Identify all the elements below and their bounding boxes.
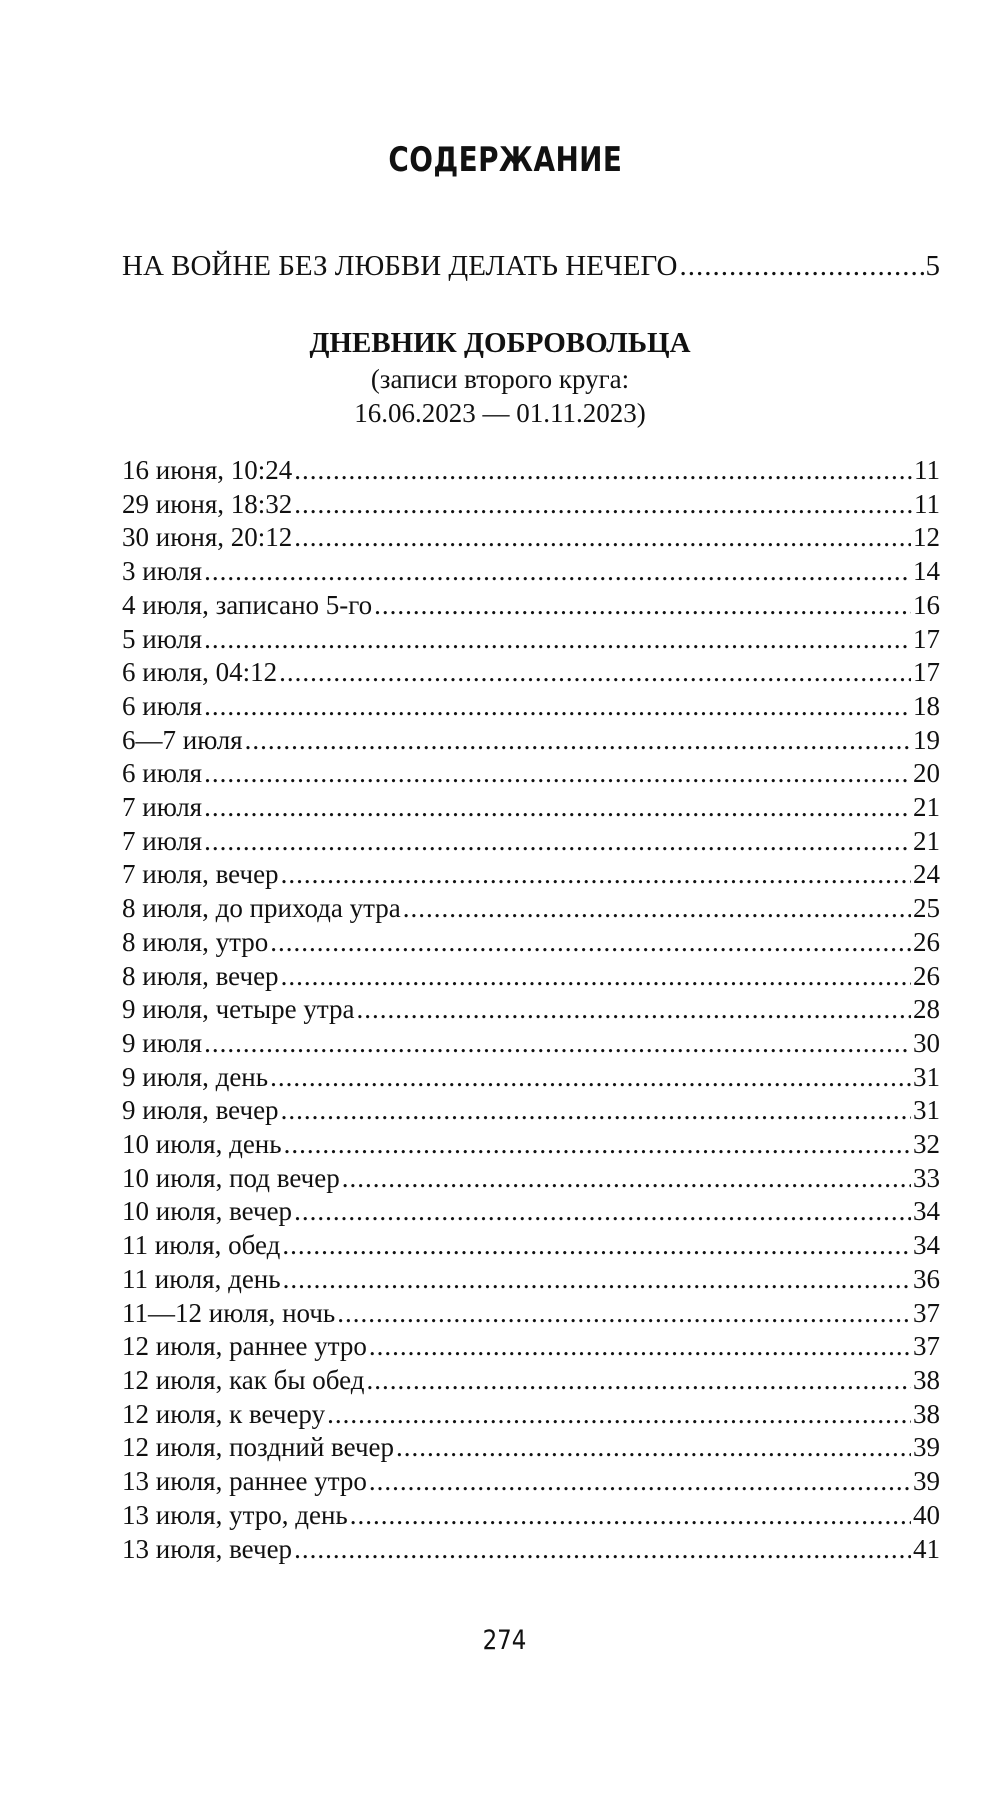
toc-entry-title: 13 июля, раннее утро <box>122 1466 367 1497</box>
toc-entry <box>122 1364 940 1398</box>
toc-entry-page: 37 <box>913 1331 940 1362</box>
toc-entry-page: 34 <box>913 1196 940 1227</box>
toc-entry-page: 14 <box>913 556 940 587</box>
toc-entry <box>122 1061 940 1095</box>
dot-leader <box>204 555 911 589</box>
toc-entry-page: 38 <box>913 1364 940 1395</box>
toc-entry-title: 9 июля, вечер <box>122 1095 279 1126</box>
toc-entry-page: 21 <box>913 792 940 823</box>
dot-leader <box>369 1465 911 1499</box>
toc-entry-page: 36 <box>913 1263 940 1294</box>
toc-entry-title: 11 июля, день <box>122 1263 281 1294</box>
toc-entry-page: 30 <box>913 1027 940 1058</box>
toc-entry-title: 8 июля, до прихода утра <box>122 893 401 924</box>
toc-entry-page: 18 <box>913 690 940 721</box>
toc-entry-page: 11 <box>914 455 940 485</box>
dot-leader <box>367 1364 911 1398</box>
dot-leader <box>204 757 911 791</box>
dot-leader <box>294 488 912 522</box>
page-number: 274 <box>482 1625 527 1656</box>
toc-entry <box>122 690 940 724</box>
toc-entry-page: 40 <box>913 1499 940 1530</box>
toc-entry <box>122 1263 940 1297</box>
section-note-line: (записи второго круга: <box>370 364 630 394</box>
toc-entry-title: 12 июля, к вечеру <box>122 1398 326 1429</box>
dot-leader <box>281 960 911 994</box>
toc-entry-page: 5 <box>925 250 940 282</box>
toc-entry-title: 30 июня, 20:12 <box>122 522 293 553</box>
toc-entry-title: 7 июля <box>122 825 203 856</box>
toc-entry-page: 26 <box>913 926 940 957</box>
dot-leader <box>337 1297 911 1331</box>
toc-entry <box>122 757 940 791</box>
toc-entry-title: 16 июня, 10:24 <box>122 455 293 485</box>
toc-entry-page: 17 <box>913 623 940 654</box>
dot-leader <box>356 993 911 1027</box>
toc-entry <box>122 791 940 825</box>
toc-entry-page: 25 <box>913 893 940 924</box>
dot-leader <box>270 1061 911 1095</box>
toc-entry <box>122 1499 940 1533</box>
section-note-line: 16.06.2023 — 01.11.2023) <box>354 398 646 428</box>
toc-entry-page: 19 <box>913 724 940 755</box>
toc-entry <box>122 1297 940 1331</box>
dot-leader <box>350 1499 911 1533</box>
toc-entry-page: 37 <box>913 1297 940 1328</box>
toc-entry-title: 4 июля, записано 5-го <box>122 589 373 620</box>
toc-entry-title: 9 июля, четыре утра <box>122 994 355 1025</box>
toc-entry-page: 17 <box>913 657 940 688</box>
toc-entry-title: 29 июня, 18:32 <box>122 488 293 519</box>
toc-entry-page: 16 <box>913 589 940 620</box>
toc-entry-page: 24 <box>913 859 940 890</box>
toc-entry-page: 39 <box>913 1466 940 1497</box>
toc-main-entry <box>122 248 940 284</box>
toc-entry <box>122 960 940 994</box>
dot-leader <box>204 791 911 825</box>
dot-leader <box>204 623 911 657</box>
toc-entry <box>122 926 940 960</box>
toc-entry-title: 3 июля <box>122 556 203 587</box>
dot-leader <box>374 589 911 623</box>
toc-entry-page: 26 <box>913 960 940 991</box>
toc-entry <box>122 1229 940 1263</box>
toc-entry <box>122 858 940 892</box>
dot-leader <box>369 1330 911 1364</box>
toc-entry-title: 10 июля, вечер <box>122 1196 293 1227</box>
dot-leader <box>281 858 911 892</box>
toc-entry <box>122 993 940 1027</box>
toc-entry <box>122 1431 940 1465</box>
toc-entry <box>122 1533 940 1567</box>
toc-entry-page: 34 <box>913 1230 940 1261</box>
dot-leader <box>294 454 912 488</box>
toc-entry-page: 28 <box>913 994 940 1025</box>
toc-entry-page: 32 <box>913 1129 940 1160</box>
toc-entry-title: 8 июля, вечер <box>122 960 279 991</box>
dot-leader <box>282 1229 911 1263</box>
toc-entry <box>122 825 940 859</box>
toc-entry-page: 21 <box>913 825 940 856</box>
toc-entry-title: 7 июля <box>122 792 203 823</box>
toc-entry-title: 5 июля <box>122 623 203 654</box>
toc-entry <box>122 724 940 758</box>
toc-heading: СОДЕРЖАНИЕ <box>388 140 623 180</box>
toc-entry-title: 8 июля, утро <box>122 926 269 957</box>
dot-leader <box>281 1094 911 1128</box>
toc-entry-title: 9 июля <box>122 1027 203 1058</box>
toc-entry-page: 33 <box>913 1162 940 1193</box>
toc-entry <box>122 1330 940 1364</box>
toc-entry-page: 12 <box>913 522 940 553</box>
toc-entry-title: 6 июля <box>122 758 203 789</box>
toc-entry <box>122 1162 940 1196</box>
toc-entry-page: 39 <box>913 1432 940 1463</box>
toc-entry <box>122 589 940 623</box>
toc-entry-title: 10 июля, день <box>122 1129 282 1160</box>
toc-entry <box>122 1027 940 1061</box>
dot-leader <box>327 1398 911 1432</box>
toc-entry-title: 9 июля, день <box>122 1061 269 1092</box>
toc-entry-title: НА ВОЙНЕ БЕЗ ЛЮБВИ ДЕЛАТЬ НЕЧЕГО <box>122 250 678 282</box>
toc-entry-title: 6 июля, 04:12 <box>122 657 278 688</box>
toc-entry <box>122 488 940 522</box>
section-title: ДНЕВНИК ДОБРОВОЛЬЦА <box>309 327 691 359</box>
toc-entry-page: 11 <box>914 488 940 519</box>
toc-entry <box>122 1128 940 1162</box>
toc-entry-list <box>122 454 940 1566</box>
toc-entry-title: 11 июля, обед <box>122 1230 281 1261</box>
toc-entry-page: 31 <box>913 1095 940 1126</box>
toc-entry-title: 11—12 июля, ночь <box>122 1297 336 1328</box>
toc-entry-title: 13 июля, вечер <box>122 1533 293 1564</box>
dot-leader <box>204 690 911 724</box>
toc-entry-title: 12 июля, как бы обед <box>122 1364 365 1395</box>
dot-leader <box>204 1027 911 1061</box>
toc-entry <box>122 555 940 589</box>
toc-entry <box>122 623 940 657</box>
toc-entry-title: 6—7 июля <box>122 724 243 755</box>
toc-entry <box>122 1465 940 1499</box>
dot-leader <box>294 1533 911 1567</box>
toc-entry <box>122 656 940 690</box>
dot-leader <box>204 825 911 859</box>
toc-entry-page: 20 <box>913 758 940 789</box>
toc-entry <box>122 1398 940 1432</box>
toc-entry-title: 6 июля <box>122 690 203 721</box>
toc-entry-title: 12 июля, раннее утро <box>122 1331 367 1362</box>
toc-entry <box>122 454 940 488</box>
toc-entry-page: 38 <box>913 1398 940 1429</box>
toc-entry-page: 41 <box>913 1533 940 1564</box>
dot-leader <box>245 724 911 758</box>
section-note <box>0 362 1000 430</box>
dot-leader <box>342 1162 911 1196</box>
toc-entry <box>122 521 940 555</box>
toc-entry <box>122 1094 940 1128</box>
dot-leader <box>279 656 911 690</box>
dot-leader <box>294 1195 911 1229</box>
toc-entry-title: 13 июля, утро, день <box>122 1499 348 1530</box>
toc-entry <box>122 892 940 926</box>
dot-leader <box>283 1263 911 1297</box>
toc-entry-title: 10 июля, под вечер <box>122 1162 340 1193</box>
dot-leader <box>284 1128 911 1162</box>
toc-entry-title: 12 июля, поздний вечер <box>122 1432 395 1463</box>
dot-leader <box>396 1431 911 1465</box>
toc-entry <box>122 1195 940 1229</box>
dot-leader <box>294 521 911 555</box>
dot-leader <box>403 892 911 926</box>
dot-leader <box>270 926 911 960</box>
toc-entry-title: 7 июля, вечер <box>122 859 279 890</box>
toc-entry-page: 31 <box>913 1061 940 1092</box>
dot-leader <box>679 248 923 284</box>
